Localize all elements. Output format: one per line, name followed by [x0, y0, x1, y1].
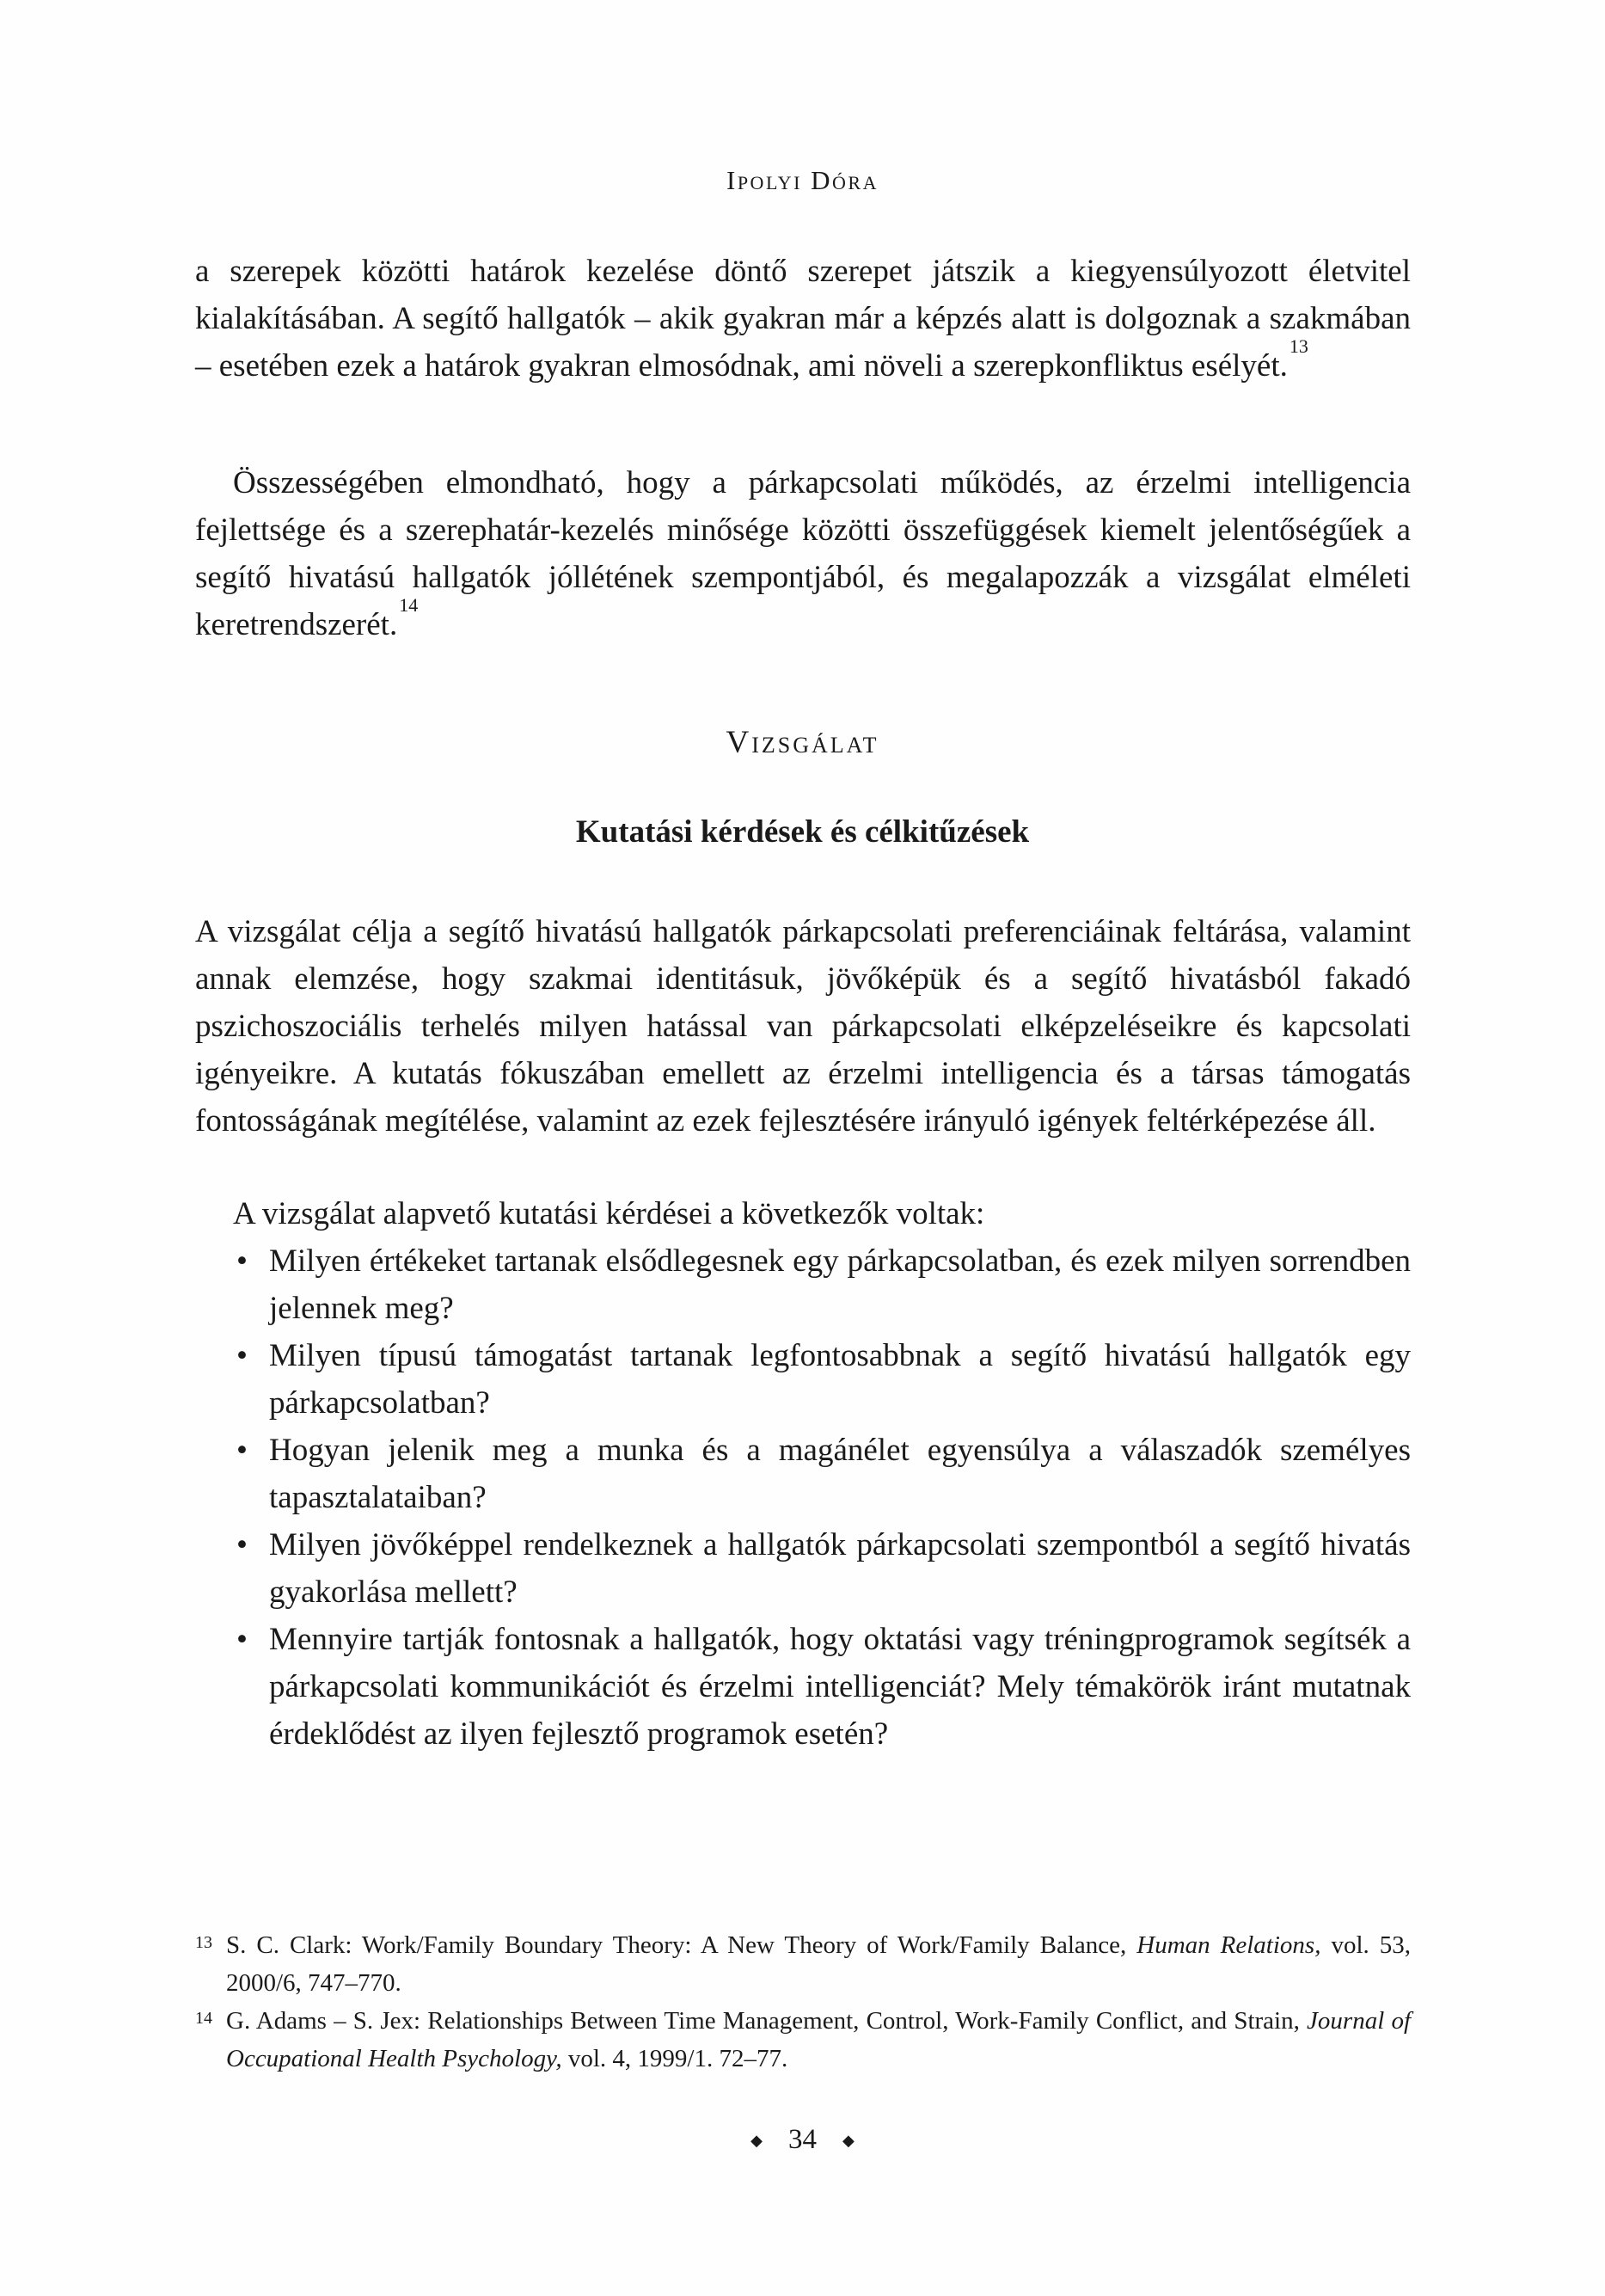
footnote-journal-title: Human Relations, [1136, 1931, 1321, 1959]
footnote-text: vol. 4, 1999/1. 72–77. [561, 2045, 788, 2072]
diamond-icon: ◆ [842, 2132, 855, 2149]
list-item-text: Mennyire tartják fontosnak a hallgatók, hogy oktatási vagy tréningprogramok segítsék a párkapcsolati kommunikációt és érzelmi intelligenciát? Mely témakörök iránt mutatnak érdeklődést az ilyen fejlesztő programok esetén? [269, 1622, 1411, 1752]
list-item-text: Hogyan jelenik meg a munka és a magánélet egyensúlya a válaszadók személyes tapasztalataiban? [269, 1433, 1411, 1515]
paragraph-role-boundaries [195, 248, 1411, 390]
bullet-icon: • [236, 1622, 248, 1657]
footnote-number: 14 [195, 2009, 212, 2028]
section-subtitle: Kutatási kérdések és célkitűzések [575, 814, 1030, 850]
list-item-text: Milyen jövőképpel rendelkeznek a hallgatók párkapcsolati szempontból a segítő hivatás gyakorlása mellett? [269, 1527, 1411, 1610]
footnote-text: G. Adams – S. Jex: Relationships Between Time Management, Control, Work-Family Conflict, and Strain, [226, 2007, 1308, 2035]
footnote-journal-title: Journal of Occupational Health Psychology, [226, 2007, 1411, 2072]
list-item-text: Milyen típusú támogatást tartanak legfontosabbnak a segítő hivatású hallgatók egy párkapcsolatban? [269, 1338, 1411, 1421]
paragraph-text: a szerepek közötti határok kezelése döntő szerepet játszik a kiegyensúlyozott életvitel kialakításában. A segítő hallgatók – akik gyakran már a képzés alatt is dolgoznak a szakmában – esetében ezek a határok gyakran elmosódnak, ami növeli a szerepkonfliktus esélyét. [195, 254, 1411, 384]
list-item [195, 1332, 1411, 1427]
section-title: Vizsgálat [726, 725, 879, 760]
footnote-ref-13: 13 [1289, 335, 1308, 357]
list-item-text: Milyen értékeket tartanak elsődlegesnek egy párkapcsolatban, és ezek milyen sorrendben jelennek meg? [269, 1243, 1411, 1326]
list-item [195, 1427, 1411, 1521]
page-footer [0, 2124, 1605, 2156]
footnote-ref-14: 14 [399, 593, 419, 616]
list-item [195, 1521, 1411, 1616]
diamond-icon: ◆ [750, 2132, 763, 2149]
bullet-icon: • [236, 1243, 248, 1279]
footnote-number: 13 [195, 1933, 212, 1952]
research-questions-intro: A vizsgálat alapvető kutatási kérdései a következők voltak: [233, 1196, 985, 1231]
page-number: 34 [788, 2124, 817, 2155]
footnote-14 [195, 2002, 1411, 2078]
list-item [195, 1237, 1411, 1332]
bullet-icon: • [236, 1338, 248, 1373]
footnote-text: vol. 53, 2000/6, 747–770. [226, 1931, 1411, 1997]
footnote-text: S. C. Clark: Work/Family Boundary Theory: A New Theory of Work/Family Balance, [226, 1931, 1137, 1959]
running-header-author: Ipolyi Dóra [726, 165, 879, 195]
bullet-icon: • [236, 1527, 248, 1562]
footnote-13 [195, 1926, 1411, 2002]
paragraph-text: Összességében elmondható, hogy a párkapcsolati működés, az érzelmi intelligencia fejlettsége és a szerephatár-kezelés minősége közötti összefüggések kiemelt jelentőségűek a segítő hivatású hallgatók jóllétének szempontjából, és megalapozzák a vizsgálat elméleti keretrendszerét. [195, 465, 1411, 642]
list-item [195, 1616, 1411, 1758]
paragraph-summary [195, 459, 1411, 648]
footnotes-block [195, 1926, 1411, 2078]
bullet-icon: • [236, 1433, 248, 1468]
paragraph-study-aims: A vizsgálat célja a segítő hivatású hallgatók párkapcsolati preferenciáinak feltárása, valamint annak elemzése, hogy szakmai identitásuk, jövőképük és a segítő hivatásból fakadó pszichoszociális terhelés milyen hatással van párkapcsolati elképzeléseikre és kapcsolati igényeikre. A kutatás fókuszában emellett az érzelmi intelligencia és a társas támogatás fontosságának megítélése, valamint az ezek fejlesztésére irányuló igények feltérképezése áll. [195, 914, 1411, 1139]
research-questions-list [195, 1237, 1411, 1758]
